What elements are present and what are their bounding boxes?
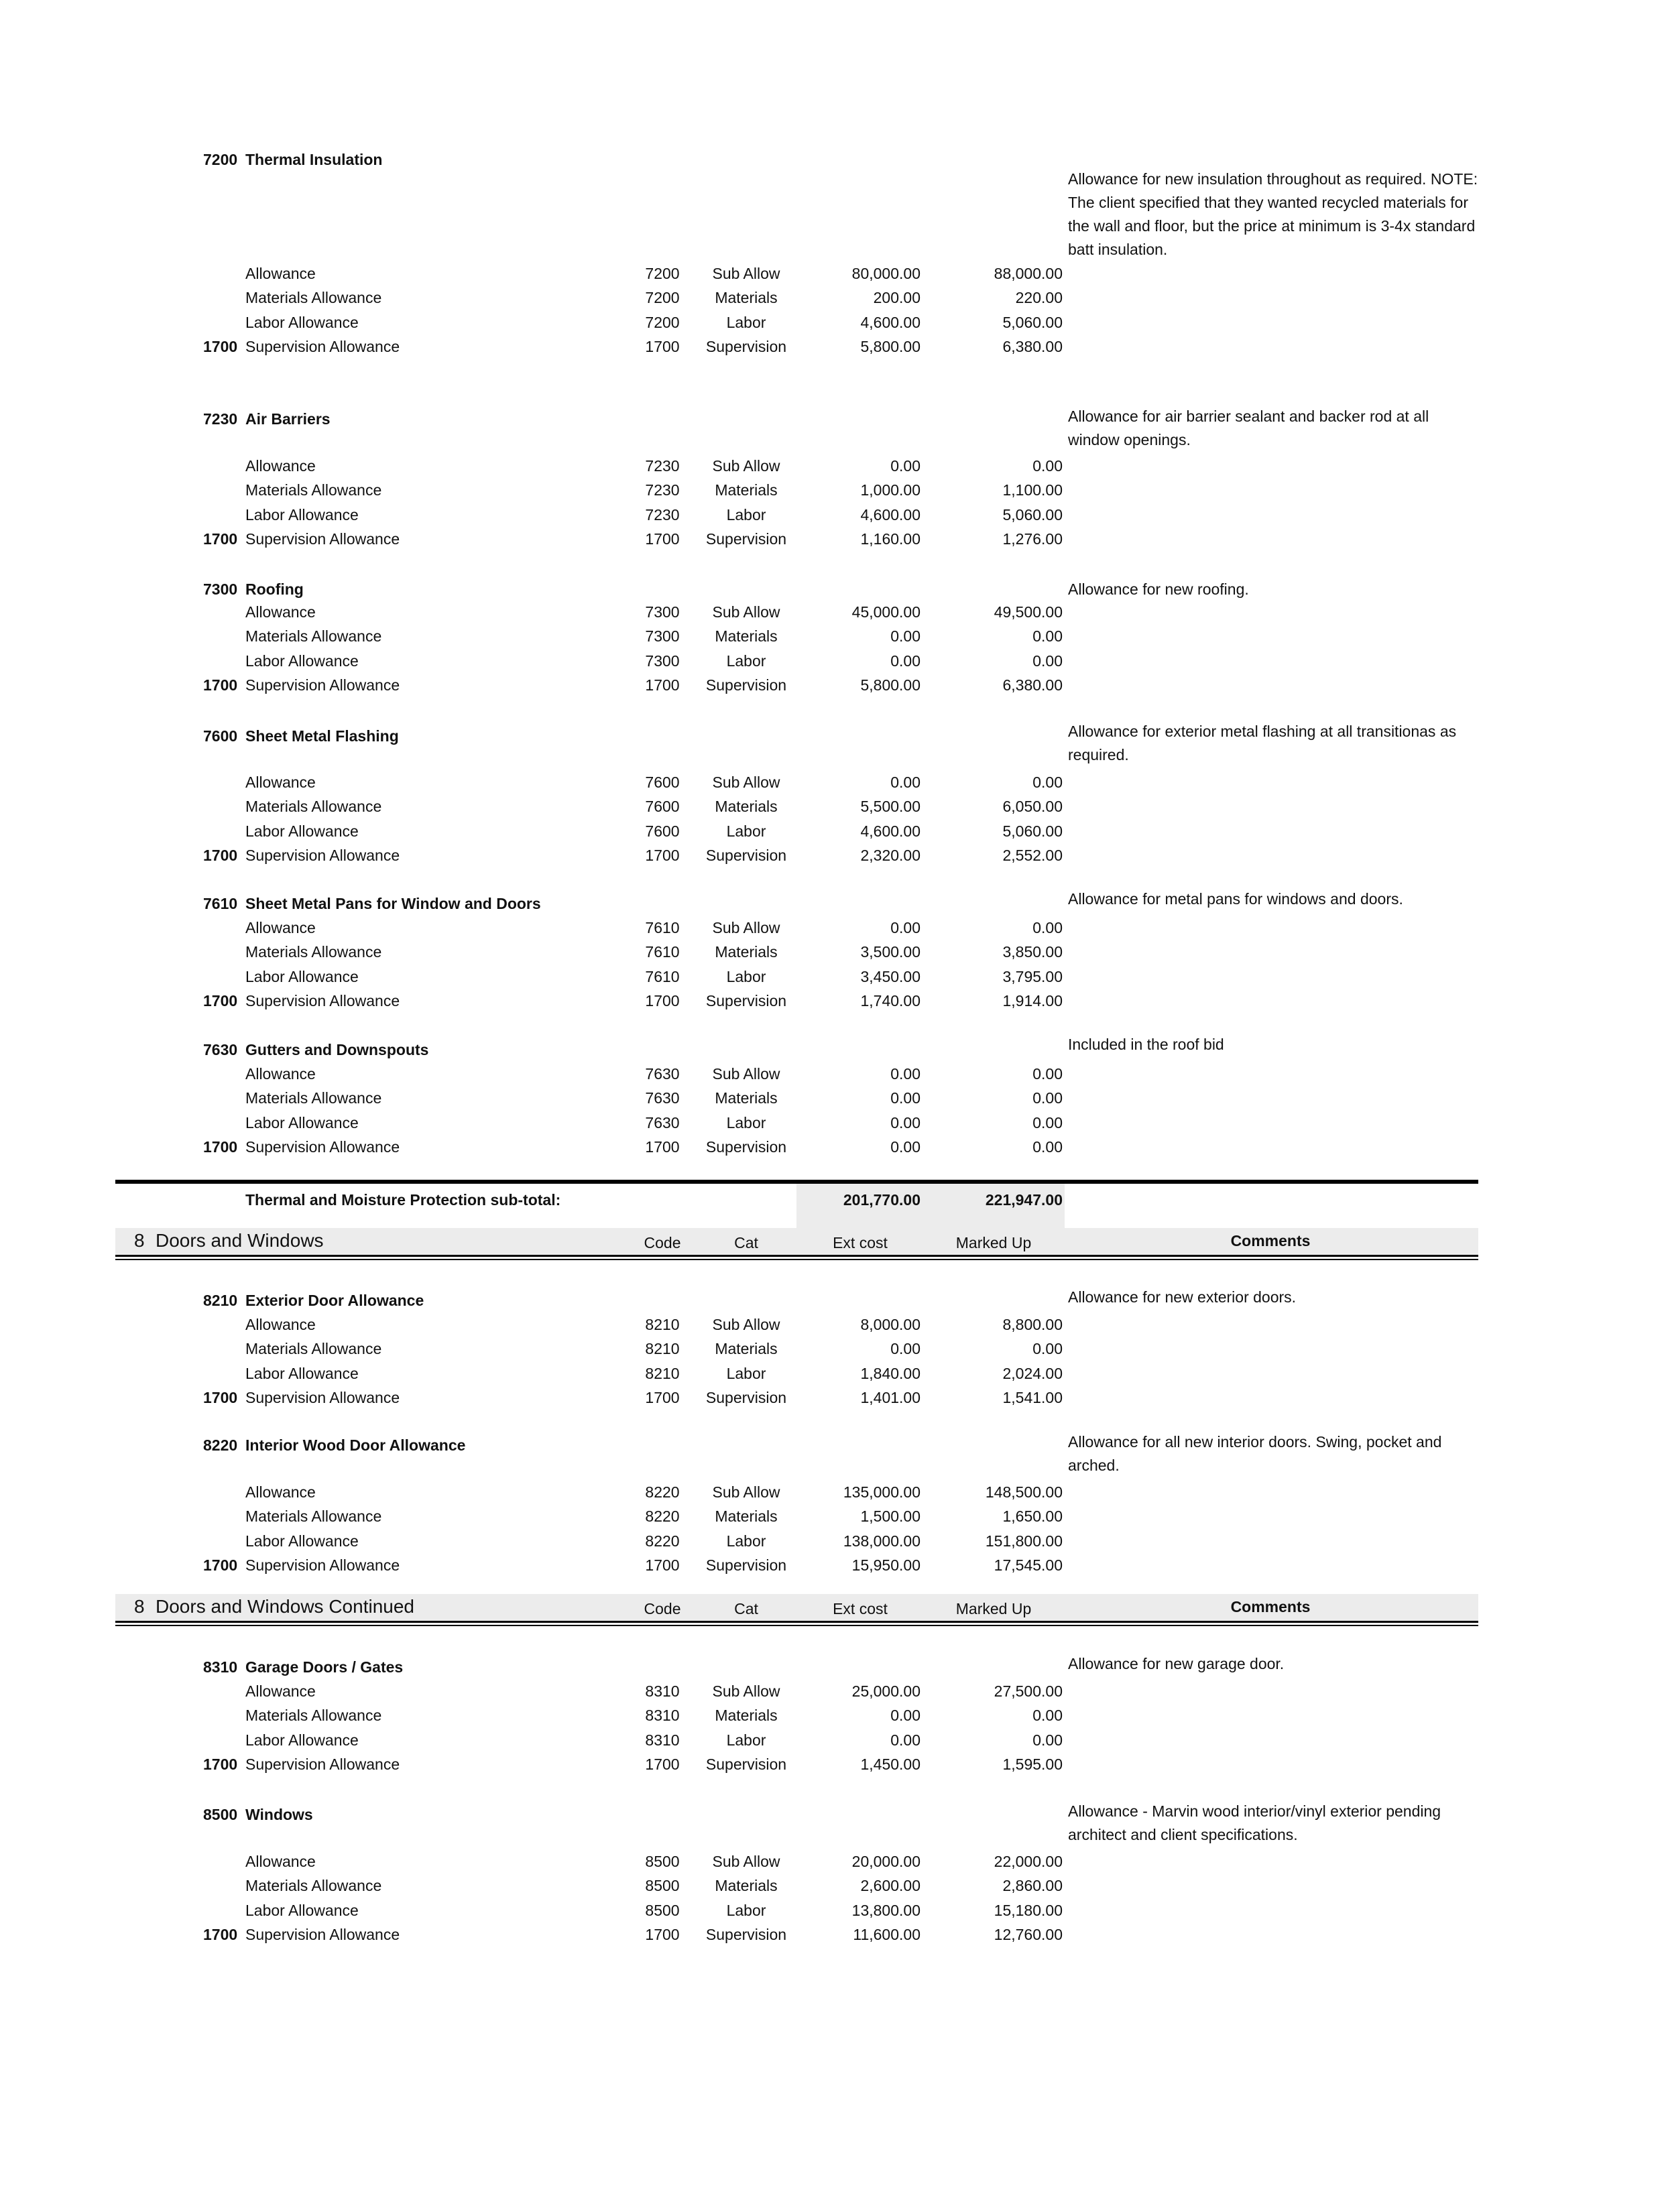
- section-code: 7200: [203, 151, 238, 168]
- section-header-title: Doors and Windows: [156, 1230, 324, 1251]
- row-description: Supervision Allowance: [245, 992, 400, 1010]
- row-category: Sub Allow: [712, 1853, 780, 1870]
- row-marked-up: 148,500.00: [985, 1483, 1063, 1501]
- row-description: Supervision Allowance: [245, 676, 400, 694]
- row-marked-up: 12,760.00: [994, 1926, 1063, 1944]
- row-description: Supervision Allowance: [245, 1138, 400, 1156]
- section-comment: Allowance for new insulation throughout as required. NOTE: The client specified that they wanted recycled materials for the wall and floor, but the price at minimum is 3-4x standard batt insulation.: [1068, 170, 1478, 258]
- row-code: 8210: [645, 1364, 680, 1382]
- row-marked-up: 49,500.00: [994, 603, 1063, 621]
- row-category: Supervision: [705, 530, 787, 548]
- row-category: Materials: [715, 627, 778, 646]
- section-comment: Allowance for new garage door.: [1068, 1655, 1285, 1672]
- row-category: Supervision: [705, 1926, 787, 1944]
- row-code: 7200: [645, 289, 680, 307]
- row-ext-cost: 4,600.00: [860, 505, 920, 524]
- row-ext-cost: 3,450.00: [860, 967, 920, 985]
- row-description: Supervision Allowance: [245, 1926, 400, 1944]
- row-code: 7300: [645, 603, 680, 621]
- row-description: Allowance: [245, 1853, 316, 1870]
- row-prefix-code: 1700: [203, 1926, 238, 1944]
- row-marked-up: 5,060.00: [1002, 822, 1063, 840]
- row-description: Supervision Allowance: [245, 847, 400, 865]
- row-prefix-code: 1700: [203, 530, 238, 548]
- row-ext-cost: 4,600.00: [860, 822, 920, 840]
- row-marked-up: 15,180.00: [994, 1901, 1063, 1919]
- section-code: 7600: [203, 727, 238, 745]
- section-code: 7230: [203, 410, 238, 428]
- row-marked-up: 1,914.00: [1002, 992, 1063, 1010]
- row-description: Materials Allowance: [245, 1508, 382, 1526]
- row-marked-up: 2,024.00: [1002, 1364, 1063, 1382]
- row-ext-cost: 4,600.00: [860, 313, 920, 331]
- row-ext-cost: 0.00: [890, 457, 920, 475]
- row-prefix-code: 1700: [203, 1138, 238, 1156]
- row-marked-up: 5,060.00: [1002, 505, 1063, 524]
- row-category: Materials: [715, 1089, 778, 1107]
- row-marked-up: 5,060.00: [1002, 313, 1063, 331]
- row-category: Labor: [726, 1901, 766, 1919]
- row-code: 1700: [645, 530, 680, 548]
- row-category: Supervision: [705, 1138, 787, 1156]
- row-marked-up: 0.00: [1032, 1089, 1063, 1107]
- row-ext-cost: 0.00: [890, 1113, 920, 1131]
- section-title: Exterior Door Allowance: [245, 1292, 424, 1309]
- column-header-marked-up: Marked Up: [955, 1234, 1032, 1251]
- subtotal-ext-cost: 201,770.00: [843, 1191, 920, 1209]
- row-ext-cost: 3,500.00: [860, 943, 920, 961]
- column-header-marked-up: Marked Up: [955, 1600, 1032, 1617]
- section-comment: Allowance for exterior metal flashing at all transitionas as required.: [1068, 723, 1457, 763]
- row-category: Labor: [726, 505, 766, 524]
- row-code: 8310: [645, 1682, 680, 1700]
- row-description: Allowance: [245, 1065, 316, 1083]
- section-title: Thermal Insulation: [245, 151, 383, 168]
- row-category: Materials: [715, 1707, 778, 1725]
- row-category: Sub Allow: [712, 1065, 780, 1083]
- section-header-underline: [115, 1259, 1478, 1260]
- row-ext-cost: 13,800.00: [851, 1901, 920, 1919]
- column-header-cat: Cat: [734, 1234, 758, 1251]
- row-marked-up: 2,860.00: [1002, 1877, 1063, 1895]
- row-code: 7630: [645, 1089, 680, 1107]
- row-category: Labor: [726, 967, 766, 985]
- row-marked-up: 0.00: [1032, 919, 1063, 936]
- row-ext-cost: 1,160.00: [860, 530, 920, 548]
- column-header-comments: Comments: [1230, 1598, 1311, 1615]
- section-code: 8500: [203, 1806, 238, 1823]
- section-comment: Allowance for new roofing.: [1068, 580, 1249, 598]
- row-code: 7300: [645, 627, 680, 646]
- row-code: 7200: [645, 265, 680, 282]
- row-ext-cost: 2,600.00: [860, 1877, 920, 1895]
- row-marked-up: 1,650.00: [1002, 1508, 1063, 1526]
- row-code: 8310: [645, 1707, 680, 1725]
- section-title: Interior Wood Door Allowance: [245, 1436, 466, 1454]
- row-category: Supervision: [705, 847, 787, 865]
- column-header-ext-cost: Ext cost: [833, 1600, 888, 1617]
- row-code: 8500: [645, 1901, 680, 1919]
- row-ext-cost: 25,000.00: [851, 1682, 920, 1700]
- row-category: Labor: [726, 313, 766, 331]
- row-ext-cost: 1,500.00: [860, 1508, 920, 1526]
- row-description: Allowance: [245, 457, 316, 475]
- row-marked-up: 2,552.00: [1002, 847, 1063, 865]
- row-description: Materials Allowance: [245, 289, 382, 307]
- column-header-ext-cost: Ext cost: [833, 1234, 888, 1251]
- row-description: Supervision Allowance: [245, 530, 400, 548]
- section-title: Windows: [245, 1806, 313, 1823]
- row-category: Sub Allow: [712, 457, 780, 475]
- row-ext-cost: 2,320.00: [860, 847, 920, 865]
- row-description: Materials Allowance: [245, 798, 382, 816]
- row-ext-cost: 138,000.00: [843, 1532, 920, 1550]
- row-description: Labor Allowance: [245, 1731, 359, 1749]
- row-code: 8210: [645, 1340, 680, 1358]
- row-category: Sub Allow: [712, 774, 780, 791]
- row-code: 7600: [645, 774, 680, 791]
- row-marked-up: 1,595.00: [1002, 1756, 1063, 1774]
- row-code: 8500: [645, 1853, 680, 1870]
- row-marked-up: 6,380.00: [1002, 338, 1063, 356]
- row-ext-cost: 8,000.00: [860, 1316, 920, 1333]
- row-code: 1700: [645, 1389, 680, 1407]
- row-code: 1700: [645, 1138, 680, 1156]
- row-prefix-code: 1700: [203, 1556, 238, 1575]
- row-ext-cost: 0.00: [890, 774, 920, 791]
- row-ext-cost: 200.00: [873, 289, 920, 307]
- row-category: Sub Allow: [712, 1682, 780, 1700]
- section-comment: Allowance for new exterior doors.: [1068, 1288, 1297, 1306]
- section-comment: Included in the roof bid: [1068, 1036, 1224, 1053]
- row-category: Supervision: [705, 338, 787, 356]
- row-category: Supervision: [705, 1389, 787, 1407]
- row-code: 8220: [645, 1508, 680, 1526]
- row-marked-up: 0.00: [1032, 652, 1063, 670]
- row-marked-up: 6,380.00: [1002, 676, 1063, 694]
- row-category: Supervision: [705, 676, 787, 694]
- section-title: Sheet Metal Pans for Window and Doors: [245, 895, 541, 912]
- section-title: Gutters and Downspouts: [245, 1041, 429, 1058]
- row-marked-up: 27,500.00: [994, 1682, 1063, 1700]
- row-ext-cost: 20,000.00: [851, 1853, 920, 1870]
- section-title: Roofing: [245, 580, 304, 598]
- row-category: Materials: [715, 943, 778, 961]
- section-header-underline: [115, 1621, 1478, 1623]
- row-description: Materials Allowance: [245, 1877, 382, 1895]
- row-marked-up: 0.00: [1032, 1731, 1063, 1749]
- section-code: 7610: [203, 895, 238, 912]
- row-ext-cost: 0.00: [890, 1089, 920, 1107]
- row-description: Labor Allowance: [245, 1901, 359, 1919]
- row-marked-up: 151,800.00: [985, 1532, 1063, 1550]
- row-description: Labor Allowance: [245, 822, 359, 840]
- row-marked-up: 220.00: [1015, 289, 1063, 307]
- row-marked-up: 22,000.00: [994, 1853, 1063, 1870]
- row-description: Materials Allowance: [245, 1089, 382, 1107]
- column-header-code: Code: [644, 1600, 681, 1617]
- row-code: 7630: [645, 1065, 680, 1083]
- row-description: Allowance: [245, 919, 316, 936]
- row-ext-cost: 0.00: [890, 1138, 920, 1156]
- row-category: Sub Allow: [712, 1483, 780, 1501]
- row-description: Materials Allowance: [245, 627, 382, 646]
- row-category: Labor: [726, 652, 766, 670]
- row-ext-cost: 11,600.00: [853, 1926, 920, 1944]
- section-header-number: 8: [134, 1596, 145, 1617]
- row-description: Supervision Allowance: [245, 1556, 400, 1575]
- section-title: Air Barriers: [245, 410, 331, 428]
- row-category: Materials: [715, 481, 778, 499]
- row-ext-cost: 0.00: [890, 627, 920, 646]
- row-marked-up: 1,100.00: [1002, 481, 1063, 499]
- row-prefix-code: 1700: [203, 676, 238, 694]
- column-header-comments: Comments: [1230, 1232, 1311, 1249]
- row-category: Materials: [715, 1877, 778, 1895]
- row-category: Labor: [726, 822, 766, 840]
- row-marked-up: 17,545.00: [994, 1556, 1063, 1575]
- row-marked-up: 0.00: [1032, 627, 1063, 646]
- row-description: Labor Allowance: [245, 1113, 359, 1131]
- row-ext-cost: 0.00: [890, 1707, 920, 1725]
- row-code: 7600: [645, 822, 680, 840]
- row-code: 8220: [645, 1532, 680, 1550]
- section-header-underline: [115, 1625, 1478, 1626]
- row-code: 7610: [645, 919, 680, 936]
- row-marked-up: 8,800.00: [1002, 1316, 1063, 1333]
- row-code: 1700: [645, 847, 680, 865]
- section-header-number: 8: [134, 1230, 145, 1251]
- row-code: 1700: [645, 338, 680, 356]
- row-code: 7230: [645, 505, 680, 524]
- row-category: Labor: [726, 1364, 766, 1382]
- row-marked-up: 6,050.00: [1002, 798, 1063, 816]
- row-description: Allowance: [245, 1316, 316, 1333]
- row-marked-up: 1,541.00: [1002, 1389, 1063, 1407]
- row-code: 1700: [645, 1926, 680, 1944]
- row-prefix-code: 1700: [203, 1389, 238, 1407]
- row-ext-cost: 5,800.00: [860, 338, 920, 356]
- row-description: Materials Allowance: [245, 481, 382, 499]
- row-code: 8210: [645, 1316, 680, 1333]
- row-description: Labor Allowance: [245, 652, 359, 670]
- row-prefix-code: 1700: [203, 992, 238, 1010]
- row-ext-cost: 1,401.00: [860, 1389, 920, 1407]
- row-description: Allowance: [245, 265, 316, 282]
- row-description: Labor Allowance: [245, 967, 359, 985]
- row-ext-cost: 80,000.00: [851, 265, 920, 282]
- row-description: Allowance: [245, 1483, 316, 1501]
- row-code: 7610: [645, 967, 680, 985]
- row-prefix-code: 1700: [203, 1756, 238, 1774]
- row-marked-up: 1,276.00: [1002, 530, 1063, 548]
- subtotal-label: Thermal and Moisture Protection sub-total:: [245, 1191, 561, 1209]
- row-marked-up: 0.00: [1032, 1707, 1063, 1725]
- row-ext-cost: 0.00: [890, 1065, 920, 1083]
- row-description: Allowance: [245, 603, 316, 621]
- row-category: Supervision: [705, 1756, 787, 1774]
- row-code: 7300: [645, 652, 680, 670]
- section-comment: Allowance for all new interior doors. Swing, pocket and arched.: [1068, 1433, 1442, 1474]
- row-category: Labor: [726, 1532, 766, 1550]
- row-category: Labor: [726, 1731, 766, 1749]
- row-description: Allowance: [245, 774, 316, 791]
- row-category: Supervision: [705, 1556, 787, 1575]
- row-category: Materials: [715, 289, 778, 307]
- section-comment: Allowance for air barrier sealant and backer rod at all window openings.: [1068, 408, 1429, 448]
- row-category: Sub Allow: [712, 265, 780, 282]
- row-category: Materials: [715, 1508, 778, 1526]
- subtotal-top-rule: [115, 1180, 1478, 1184]
- row-ext-cost: 135,000.00: [843, 1483, 920, 1501]
- row-category: Materials: [715, 798, 778, 816]
- row-code: 8500: [645, 1877, 680, 1895]
- section-header-underline: [115, 1255, 1478, 1257]
- section-code: 8310: [203, 1658, 238, 1676]
- row-category: Materials: [715, 1340, 778, 1358]
- section-title: Garage Doors / Gates: [245, 1658, 404, 1676]
- row-ext-cost: 5,500.00: [860, 798, 920, 816]
- row-category: Sub Allow: [712, 1316, 780, 1333]
- row-ext-cost: 1,000.00: [860, 481, 920, 499]
- row-ext-cost: 0.00: [890, 919, 920, 936]
- row-marked-up: 0.00: [1032, 774, 1063, 791]
- row-category: Supervision: [705, 992, 787, 1010]
- row-category: Labor: [726, 1113, 766, 1131]
- row-ext-cost: 1,740.00: [860, 992, 920, 1010]
- row-description: Labor Allowance: [245, 313, 359, 331]
- row-description: Labor Allowance: [245, 1364, 359, 1382]
- row-description: Supervision Allowance: [245, 338, 400, 356]
- row-ext-cost: 15,950.00: [851, 1556, 920, 1575]
- row-marked-up: 0.00: [1032, 1113, 1063, 1131]
- column-header-cat: Cat: [734, 1600, 758, 1617]
- section-title: Sheet Metal Flashing: [245, 727, 399, 745]
- row-ext-cost: 45,000.00: [851, 603, 920, 621]
- row-code: 7610: [645, 943, 680, 961]
- row-description: Labor Allowance: [245, 1532, 359, 1550]
- row-description: Materials Allowance: [245, 1707, 382, 1725]
- row-ext-cost: 1,840.00: [860, 1364, 920, 1382]
- column-header-code: Code: [644, 1234, 681, 1251]
- row-code: 7230: [645, 481, 680, 499]
- row-description: Supervision Allowance: [245, 1389, 400, 1407]
- row-marked-up: 3,850.00: [1002, 943, 1063, 961]
- row-code: 8220: [645, 1483, 680, 1501]
- section-code: 8210: [203, 1292, 238, 1309]
- row-code: 1700: [645, 1556, 680, 1575]
- row-description: Allowance: [245, 1682, 316, 1700]
- row-marked-up: 0.00: [1032, 1065, 1063, 1083]
- row-ext-cost: 0.00: [890, 652, 920, 670]
- row-code: 7230: [645, 457, 680, 475]
- row-marked-up: 3,795.00: [1002, 967, 1063, 985]
- row-description: Labor Allowance: [245, 505, 359, 524]
- row-code: 1700: [645, 676, 680, 694]
- row-marked-up: 0.00: [1032, 1340, 1063, 1358]
- row-code: 7630: [645, 1113, 680, 1131]
- section-comment: Allowance for metal pans for windows and doors.: [1068, 890, 1403, 908]
- row-ext-cost: 5,800.00: [860, 676, 920, 694]
- row-marked-up: 88,000.00: [994, 265, 1063, 282]
- row-code: 1700: [645, 992, 680, 1010]
- section-code: 7630: [203, 1041, 238, 1058]
- row-marked-up: 0.00: [1032, 1138, 1063, 1156]
- section-comment: Allowance - Marvin wood interior/vinyl exterior pending architect and client specifications.: [1068, 1802, 1441, 1843]
- row-code: 7200: [645, 313, 680, 331]
- row-ext-cost: 0.00: [890, 1731, 920, 1749]
- section-code: 7300: [203, 580, 238, 598]
- row-code: 7600: [645, 798, 680, 816]
- row-description: Materials Allowance: [245, 1340, 382, 1358]
- row-description: Materials Allowance: [245, 943, 382, 961]
- row-prefix-code: 1700: [203, 338, 238, 356]
- row-marked-up: 0.00: [1032, 457, 1063, 475]
- section-header-title: Doors and Windows Continued: [156, 1596, 414, 1617]
- row-prefix-code: 1700: [203, 847, 238, 865]
- row-ext-cost: 0.00: [890, 1340, 920, 1358]
- section-code: 8220: [203, 1436, 238, 1454]
- row-ext-cost: 1,450.00: [860, 1756, 920, 1774]
- row-description: Supervision Allowance: [245, 1756, 400, 1774]
- row-category: Sub Allow: [712, 919, 780, 936]
- subtotal-marked-up: 221,947.00: [985, 1191, 1063, 1209]
- row-code: 8310: [645, 1731, 680, 1749]
- row-code: 1700: [645, 1756, 680, 1774]
- row-category: Sub Allow: [712, 603, 780, 621]
